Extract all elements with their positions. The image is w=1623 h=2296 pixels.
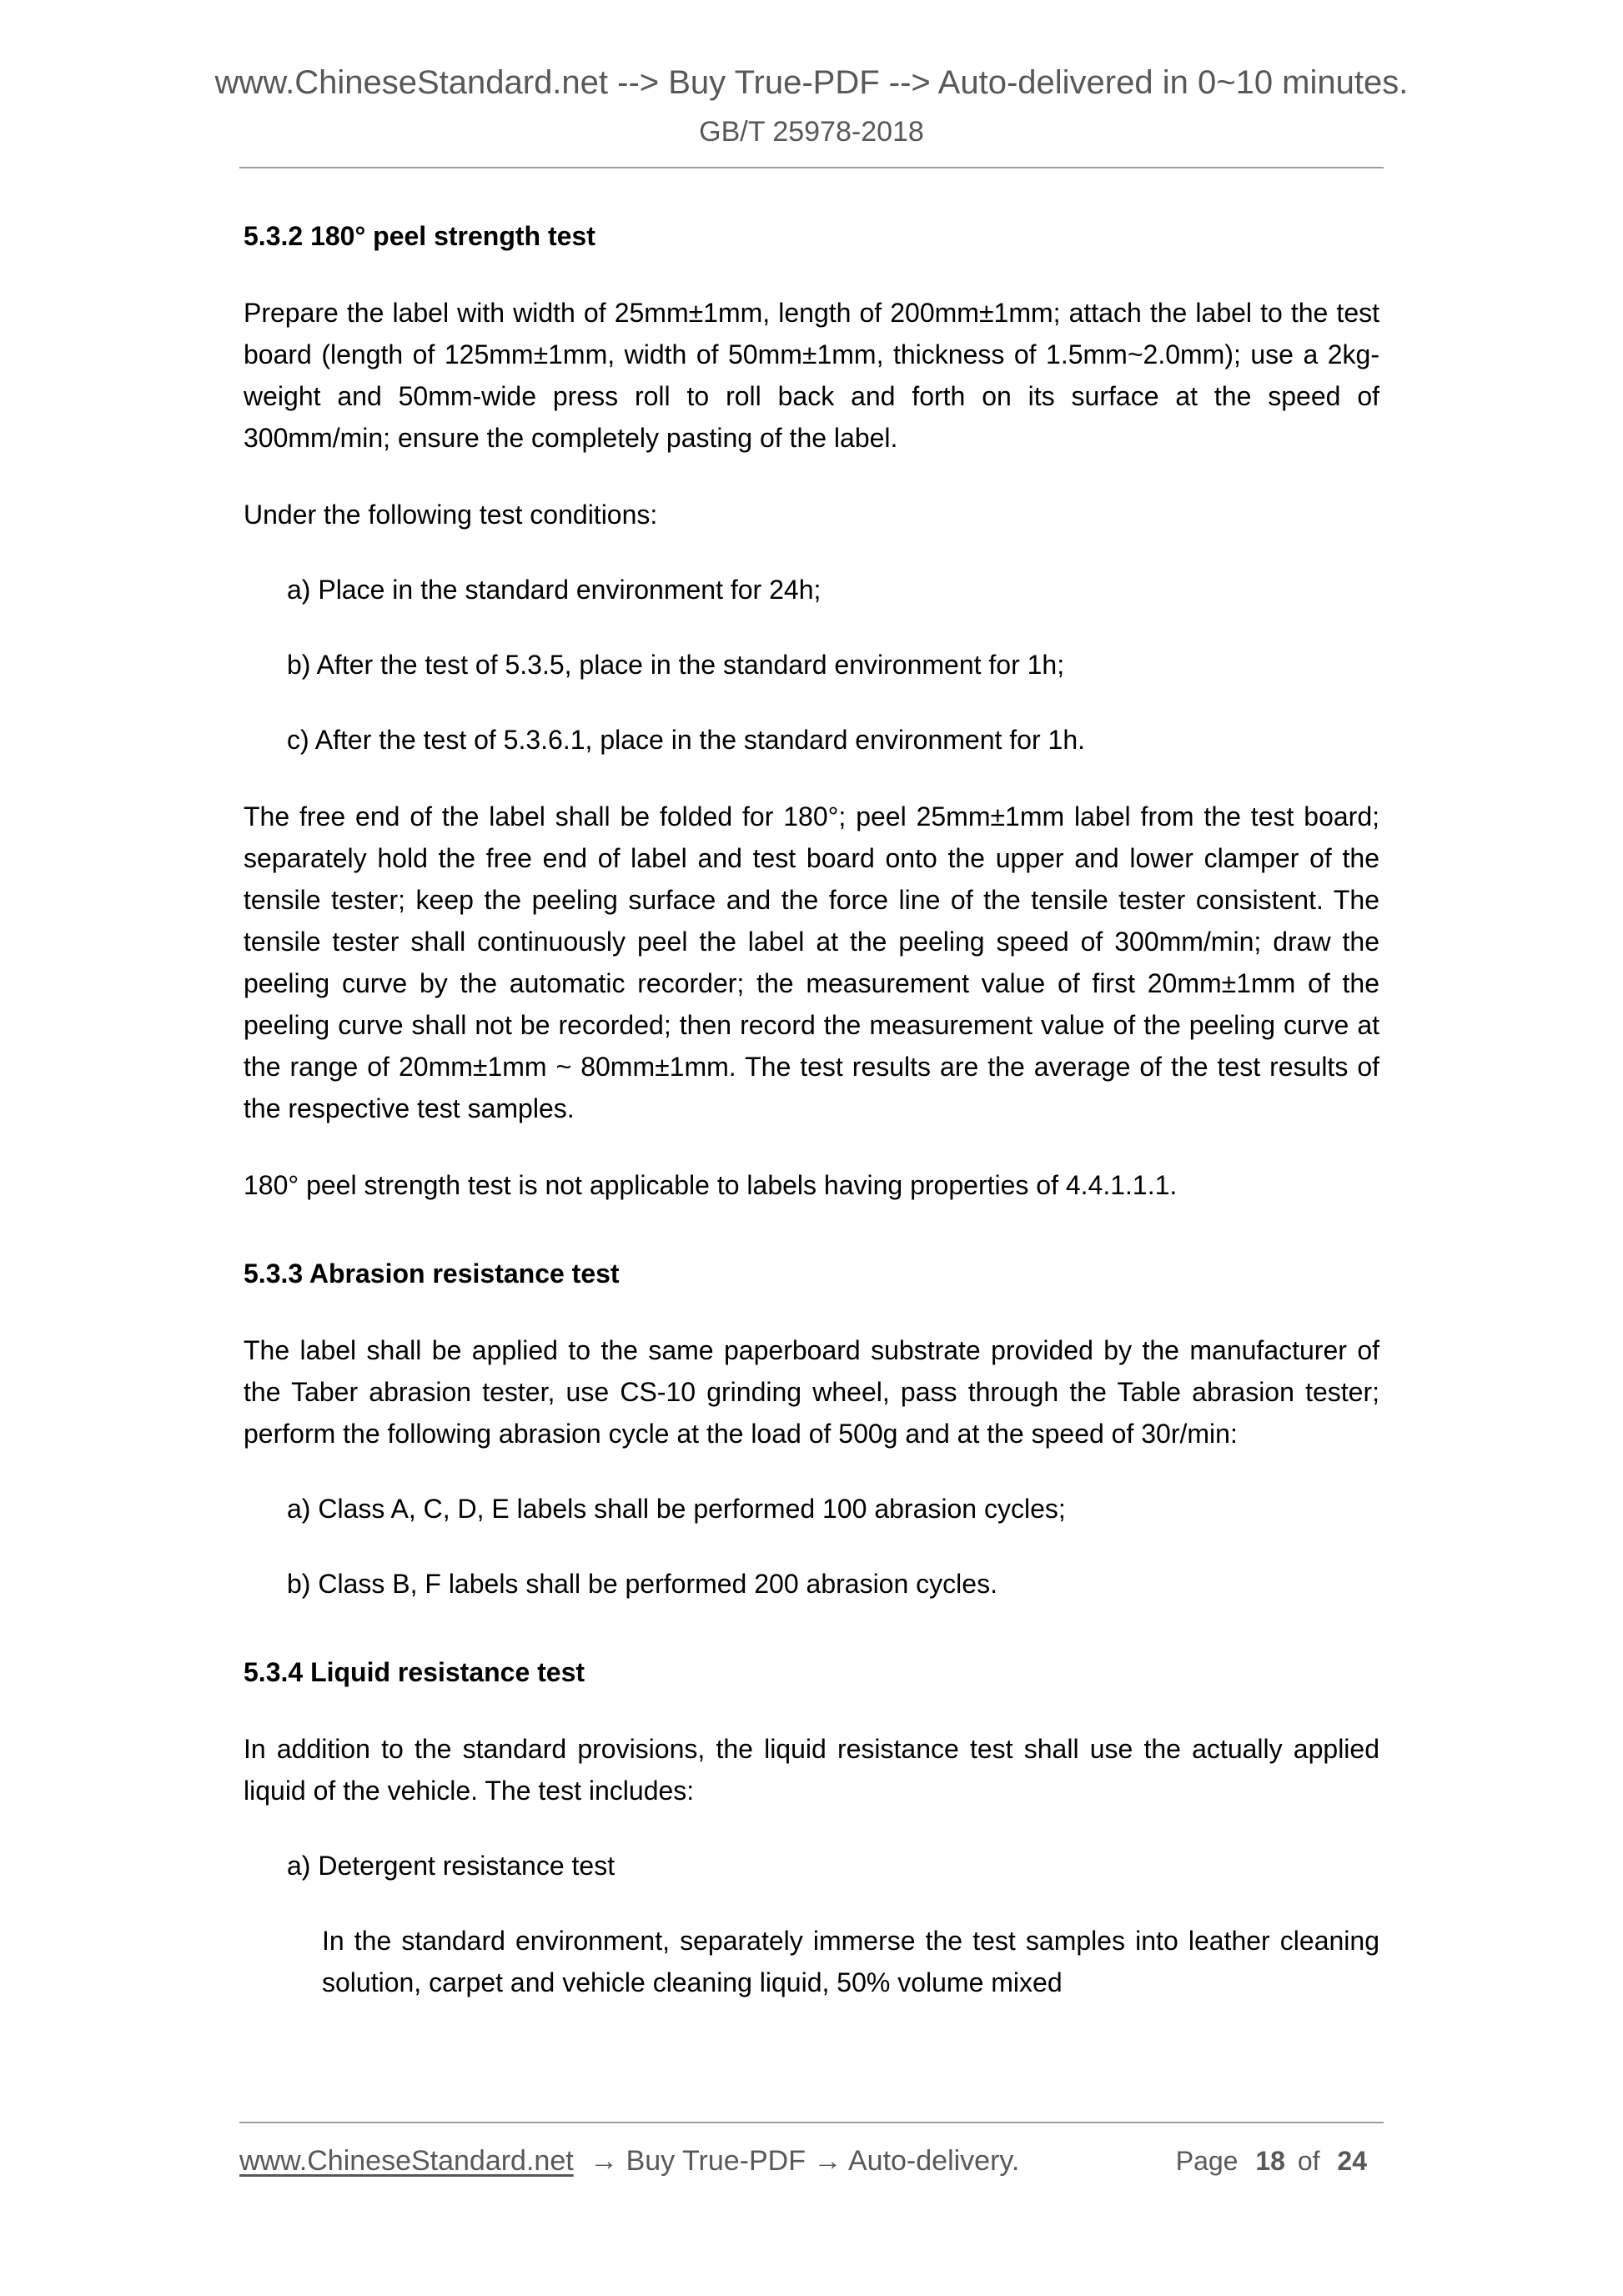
paragraph-5-3-3-procedure: The label shall be applied to the same paperboard substrate provided by the manufacturer of the Taber abrasion tester, use CS-10 grinding wheel, pass through the Table abrasion tester; perform the following abrasion cycle at the load of 500g and at the speed of 30r/min:: [244, 1335, 1379, 1449]
paragraph-5-3-4-intro: In addition to the standard provisions, the liquid resistance test shall use the actually applied liquid of the vehicle. The test includes:: [244, 1734, 1379, 1806]
footer-left: [239, 2145, 1019, 2178]
footer-link[interactable]: www.ChineseStandard.net: [239, 2145, 574, 2177]
paragraph-5-3-2-conditions: Under the following test conditions:: [244, 500, 658, 530]
page-current: 18: [1255, 2146, 1285, 2176]
document-body: [244, 215, 1379, 2003]
list-item-5-3-2-b: b) After the test of 5.3.5, place in the standard environment for 1h;: [287, 650, 1065, 680]
list-item-5-3-3-a: a) Class A, C, D, E labels shall be performed 100 abrasion cycles;: [287, 1494, 1066, 1524]
section-heading-5-3-2: 5.3.2 180° peel strength test: [244, 221, 595, 251]
footer-row: [239, 2145, 1384, 2178]
list-item-5-3-2-a: a) Place in the standard environment for 24h;: [287, 575, 822, 605]
header-rule: [239, 167, 1384, 168]
section-heading-5-3-4: 5.3.4 Liquid resistance test: [244, 1657, 585, 1687]
page-footer: [239, 2122, 1384, 2178]
page-header: [0, 0, 1623, 168]
paragraph-5-3-4-detergent-detail: In the standard environment, separately immerse the test samples into leather cleaning solution, carpet and vehicle cleaning liquid, 50% volume mixed: [322, 1926, 1379, 1997]
footer-tail-text: → Buy True-PDF → Auto-delivery.: [590, 2145, 1020, 2177]
paragraph-5-3-2-procedure: The free end of the label shall be folded for 180°; peel 25mm±1mm label from the test board; separately hold the free end of label and test board onto the upper and lower clamper of the tensile tester; keep the peeling surface and the force line of the tensile tester consistent. The tensile tester shall continuously peel the label at the peeling speed of 300mm/min; draw the peeling curve by the automatic recorder; the measurement value of first 20mm±1mm of the peeling curve shall not be recorded; then record the measurement value of the peeling curve at the range of 20mm±1mm ~ 80mm±1mm. The test results are the average of the test results of the respective test samples.: [244, 801, 1379, 1123]
page-total: 24: [1337, 2146, 1367, 2176]
list-item-5-3-4-a: a) Detergent resistance test: [287, 1851, 616, 1881]
section-heading-5-3-3: 5.3.3 Abrasion resistance test: [244, 1259, 620, 1289]
list-item-5-3-3-b: b) Class B, F labels shall be performed 200 abrasion cycles.: [287, 1569, 997, 1599]
page-label: Page: [1175, 2146, 1239, 2176]
page-of-label: of: [1297, 2146, 1320, 2176]
list-item-5-3-2-c: c) After the test of 5.3.6.1, place in the standard environment for 1h.: [287, 725, 1085, 755]
header-doc-number: GB/T 25978-2018: [699, 116, 924, 148]
page-indicator: [1176, 2146, 1372, 2177]
paragraph-5-3-2-not-applicable: 180° peel strength test is not applicable to labels having properties of 4.4.1.1.1.: [244, 1170, 1178, 1200]
paragraph-5-3-2-prepare: Prepare the label with width of 25mm±1mm, length of 200mm±1mm; attach the label to the test board (length of 125mm±1mm, width of 50mm±1mm, thickness of 1.5mm~2.0mm); use a 2kg-weight and 50mm-wide press roll to roll back and forth on its surface at the speed of 300mm/min; ensure the completely pasting of the label.: [244, 298, 1379, 453]
header-note: www.ChineseStandard.net --> Buy True-PDF --> Auto-delivered in 0~10 minutes.: [214, 64, 1409, 101]
